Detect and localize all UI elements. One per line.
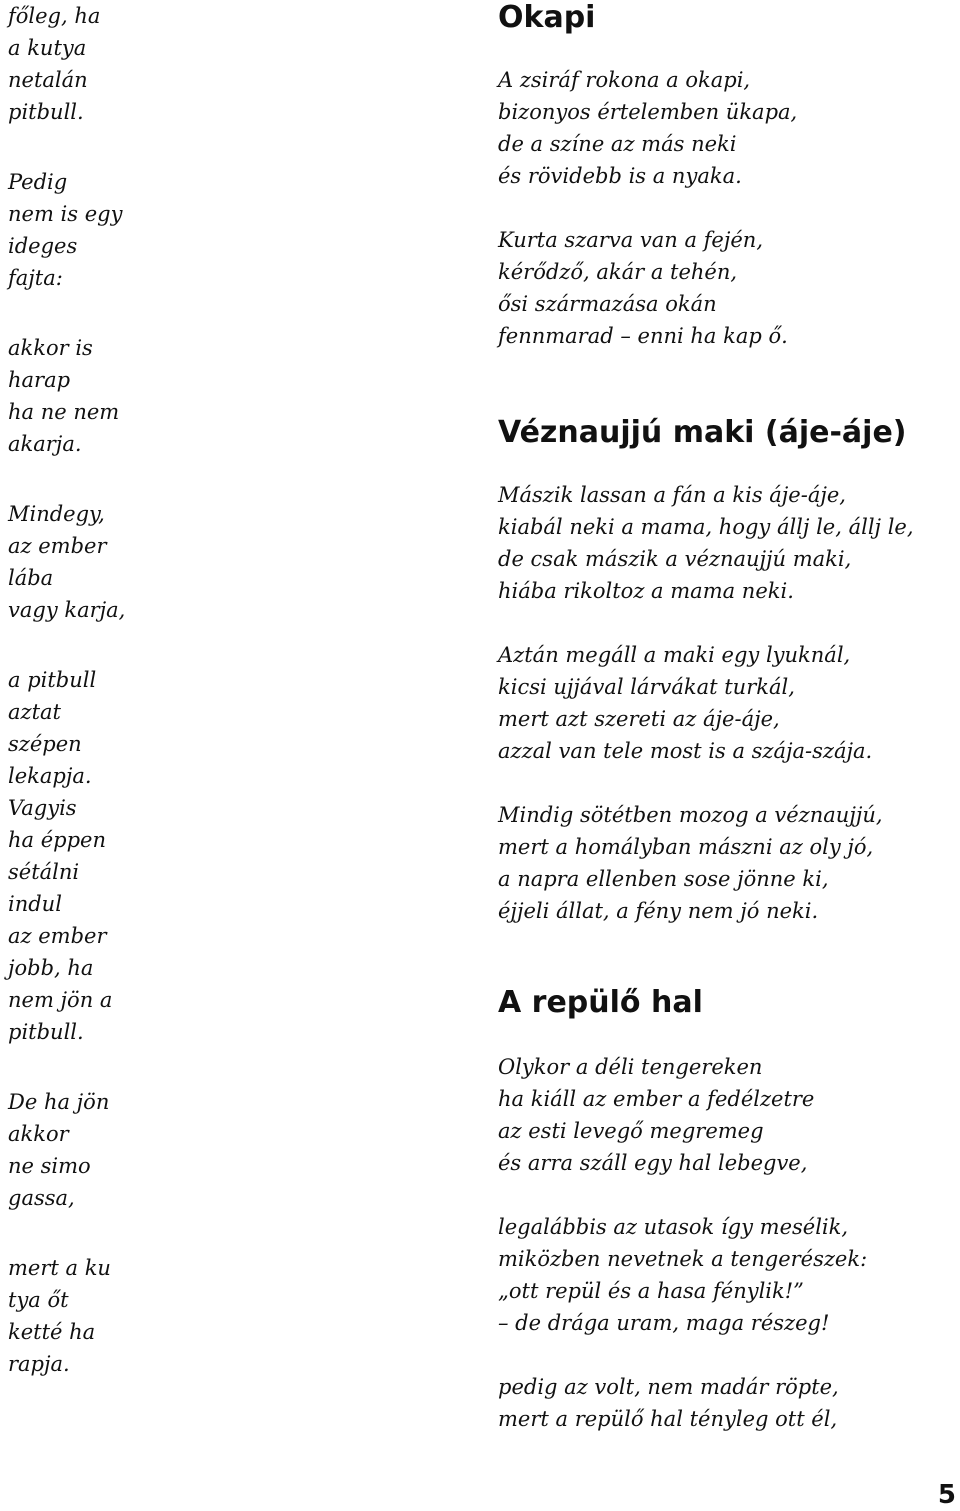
poem-line: A zsiráf rokona a okapi, [498,68,751,92]
poem-line: mert azt szereti az áje-áje, [498,707,780,731]
poem-line: kicsi ujjával lárvákat turkál, [498,675,795,699]
poem-line: és rövidebb is a nyaka. [498,164,742,188]
poem-section-okapi [498,0,953,352]
poem-stanza [498,64,953,192]
poem-line: ideges [8,234,78,258]
poem-line: sétálni [8,860,80,884]
poem-stanza [498,1211,953,1339]
poem-line: jobb, ha [8,956,94,980]
poem-line: Aztán megáll a maki egy lyuknál, [498,643,851,667]
poem-stanza [498,799,953,927]
poem-line: de a színe az más neki [498,132,737,156]
poem-stanza [498,479,953,607]
poem-line: éjjeli állat, a fény nem jó neki. [498,899,819,923]
poem-section-veznaujju-maki [498,415,953,927]
poem-line: „ott repül és a hasa fénylik!” [498,1279,804,1303]
left-stanza-4 [8,498,178,626]
poem-line: vagy karja, [8,598,126,622]
poem-line: rapja. [8,1352,70,1376]
poem-line: kérődző, akár a tehén, [498,260,738,284]
poem-line: lába [8,566,54,590]
poem-line: Mászik lassan a fán a kis áje-áje, [498,483,846,507]
poem-line: nem jön a [8,988,113,1012]
poem-line: lekapja. [8,764,92,788]
poem-line: az ember [8,924,107,948]
poem-stanza [498,1051,953,1179]
left-poem-column [8,0,178,1380]
poem-line: pitbull. [8,100,84,124]
poem-line: mert a ku [8,1256,111,1280]
poem-line: aztat [8,700,61,724]
poem-line: főleg, ha [8,4,101,28]
poem-line: pitbull. [8,1020,84,1044]
poem-line: harap [8,368,71,392]
poem-line: Kurta szarva van a fején, [498,228,764,252]
poem-line: mert a homályban mászni az oly jó, [498,835,874,859]
poem-line: De ha jön [8,1090,110,1114]
poem-line: fennmarad – enni ha kap ő. [498,324,788,348]
poem-line: ne simo [8,1154,91,1178]
poem-line: legalábbis az utasok így mesélik, [498,1215,849,1239]
poem-line: netalán [8,68,88,92]
poem-title: Véznaujjú maki (áje-áje) [498,415,907,450]
poem-line: kiabál neki a mama, hogy állj le, állj le, [498,515,914,539]
left-stanza-2 [8,166,178,294]
poem-line: Olykor a déli tengereken [498,1055,763,1079]
poem-line: ha éppen [8,828,106,852]
poem-line: indul [8,892,62,916]
left-stanza-5 [8,664,178,1048]
poem-stanza [498,224,953,352]
poem-line: az esti levegő megremeg [498,1119,764,1143]
poem-stanza [498,1371,953,1435]
poem-line: ha ne nem [8,400,120,424]
poem-line: mert a repülő hal tényleg ott él, [498,1407,838,1431]
poem-line: akarja. [8,432,82,456]
poem-line: nem is egy [8,202,123,226]
poem-line: ha kiáll az ember a fedélzetre [498,1087,815,1111]
poem-line: pedig az volt, nem madár röpte, [498,1375,839,1399]
poem-line: bizonyos értelemben ükapa, [498,100,798,124]
poem-line: Pedig [8,170,68,194]
poem-line: és arra száll egy hal lebegve, [498,1151,808,1175]
poem-line: miközben nevetnek a tengerészek: [498,1247,868,1271]
poem-line: szépen [8,732,82,756]
poem-title: Okapi [498,0,596,35]
left-stanza-6 [8,1086,178,1214]
poem-line: a pitbull [8,668,97,692]
poem-line: de csak mászik a véznaujjú maki, [498,547,852,571]
poem-line: Mindig sötétben mozog a véznaujjú, [498,803,883,827]
poem-line: hiába rikoltoz a mama neki. [498,579,794,603]
poem-line: a kutya [8,36,87,60]
poem-line: az ember [8,534,107,558]
poem-line: akkor is [8,336,93,360]
poem-line: – de drága uram, maga részeg! [498,1311,830,1335]
poem-line: ketté ha [8,1320,96,1344]
poem-title: A repülő hal [498,985,703,1020]
left-stanza-3 [8,332,178,460]
poem-line: gassa, [8,1186,75,1210]
poem-line: Vagyis [8,796,77,820]
left-stanza-7 [8,1252,178,1380]
poem-line: azzal van tele most is a szája-szája. [498,739,873,763]
poem-line: a napra ellenben sose jönne ki, [498,867,829,891]
poem-line: akkor [8,1122,69,1146]
page-number: 5 [937,1480,956,1510]
poem-section-repulo-hal [498,985,953,1435]
left-stanza-1 [8,0,178,128]
poem-stanza [498,639,953,767]
poem-line: ősi származása okán [498,292,717,316]
poem-line: tya őt [8,1288,69,1312]
poem-line: Mindegy, [8,502,105,526]
poem-line: fajta: [8,266,63,290]
